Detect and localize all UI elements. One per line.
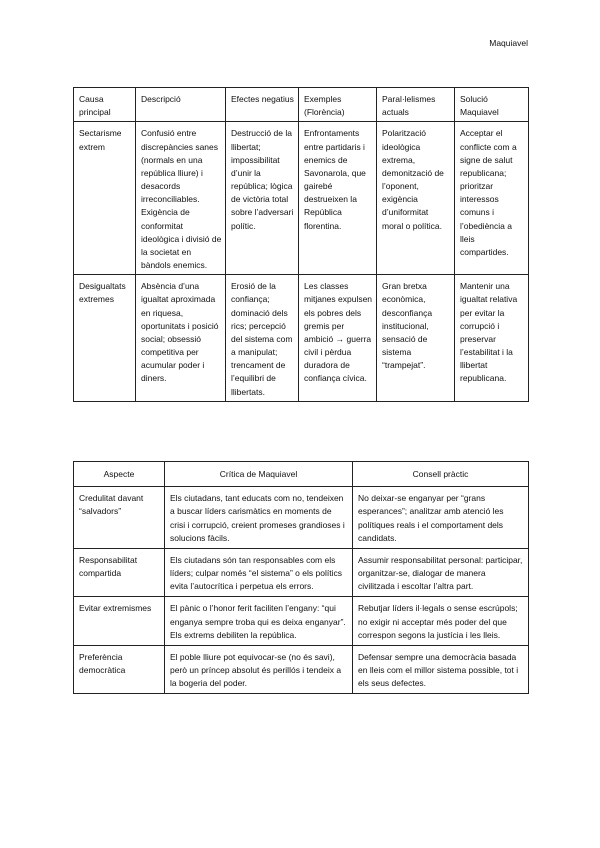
advice-table xyxy=(73,461,529,694)
table-row xyxy=(74,597,529,646)
table-cell: Acceptar el conflicte com a signe de salut republicana; prioritzar interessos comuns i l’obediència a lleis compartides. xyxy=(455,122,529,275)
table-cell: Destrucció de la llibertat; impossibilitat d’unir la república; lògica de victòria total sobre l’adversari polític. xyxy=(226,122,299,275)
table-cell: El pànic o l’honor ferit faciliten l’engany: “qui enganya sempre troba qui es deixa enganyar”. Els extrems debiliten la república. xyxy=(165,597,353,646)
table-cell: Polarització ideològica extrema, demonització de l’oponent, exigència d’uniformitat moral o política. xyxy=(377,122,455,275)
column-header: Descripció xyxy=(136,88,226,122)
column-header: Efectes negatius xyxy=(226,88,299,122)
table-cell: Desigualtats extremes xyxy=(74,275,136,402)
column-header: Paral·lelismes actuals xyxy=(377,88,455,122)
table-cell: Sectarisme extrem xyxy=(74,122,136,275)
table-cell: Els ciutadans són tan responsables com els líders; culpar només “el sistema” o els polítics evita l’autocrítica i perpetua els errors. xyxy=(165,548,353,597)
column-header: Solució Maquiavel xyxy=(455,88,529,122)
table-cell: Confusió entre discrepàncies sanes (normals en una república lliure) i desacords irreconciliables. Exigència de conformitat ideològica i divisió de la societat en bàndols enemics. xyxy=(136,122,226,275)
column-header: Causa principal xyxy=(74,88,136,122)
table-row xyxy=(74,548,529,597)
table-cell: Erosió de la confiança; dominació dels rics; percepció del sistema com a manipulat; trencament de l’equilibri de llibertats. xyxy=(226,275,299,402)
table-cell: Enfrontaments entre partidaris i enemics de Savonarola, que gairebé destrueixen la República florentina. xyxy=(299,122,377,275)
table-row xyxy=(74,122,529,275)
table-cell: Gran bretxa econòmica, desconfiança institucional, sensació de sistema “trampejat”. xyxy=(377,275,455,402)
advice-table-header-row xyxy=(74,462,529,487)
table-cell: Credulitat davant “salvadors” xyxy=(74,487,165,549)
table-cell: Evitar extremismes xyxy=(74,597,165,646)
column-header: Crítica de Maquiavel xyxy=(165,462,353,487)
table-row xyxy=(74,275,529,402)
table-cell: Absència d’una igualtat aproximada en riquesa, oportunitats i posició social; obsessió competitiva per acumular poder i diners. xyxy=(136,275,226,402)
table-cell: Assumir responsabilitat personal: participar, organitzar-se, dialogar de manera civilitzada i escoltar l’altra part. xyxy=(353,548,529,597)
causes-table-header-row xyxy=(74,88,529,122)
causes-table xyxy=(73,87,529,402)
column-header: Consell pràctic xyxy=(353,462,529,487)
table-cell: Defensar sempre una democràcia basada en lleis com el millor sistema possible, tot i els seus defectes. xyxy=(353,645,529,694)
table-cell: Preferència democràtica xyxy=(74,645,165,694)
column-header: Aspecte xyxy=(74,462,165,487)
table-cell: Mantenir una igualtat relativa per evitar la corrupció i preservar l’estabilitat i la llibertat republicana. xyxy=(455,275,529,402)
table-cell: El poble lliure pot equivocar-se (no és savi), però un príncep absolut és perillós i tendeix a la bogeria del poder. xyxy=(165,645,353,694)
table-cell: No deixar-se enganyar per “grans esperances”; analitzar amb atenció les polítiques reals i el comportament dels candidats. xyxy=(353,487,529,549)
table-row xyxy=(74,645,529,694)
table-row xyxy=(74,487,529,549)
running-header: Maquiavel xyxy=(489,38,528,48)
table-cell: Les classes mitjanes expulsen els pobres dels gremis per ambició → guerra civil i pèrdua duradora de confiança cívica. xyxy=(299,275,377,402)
table-cell: Responsabilitat compartida xyxy=(74,548,165,597)
table-cell: Els ciutadans, tant educats com no, tendeixen a buscar líders carismàtics en moments de crisi i corrupció, creient promeses grandioses i solucions fàcils. xyxy=(165,487,353,549)
table-cell: Rebutjar líders il·legals o sense escrúpols; no exigir ni acceptar més poder del que correspon segons la justícia i les lleis. xyxy=(353,597,529,646)
column-header: Exemples (Florència) xyxy=(299,88,377,122)
